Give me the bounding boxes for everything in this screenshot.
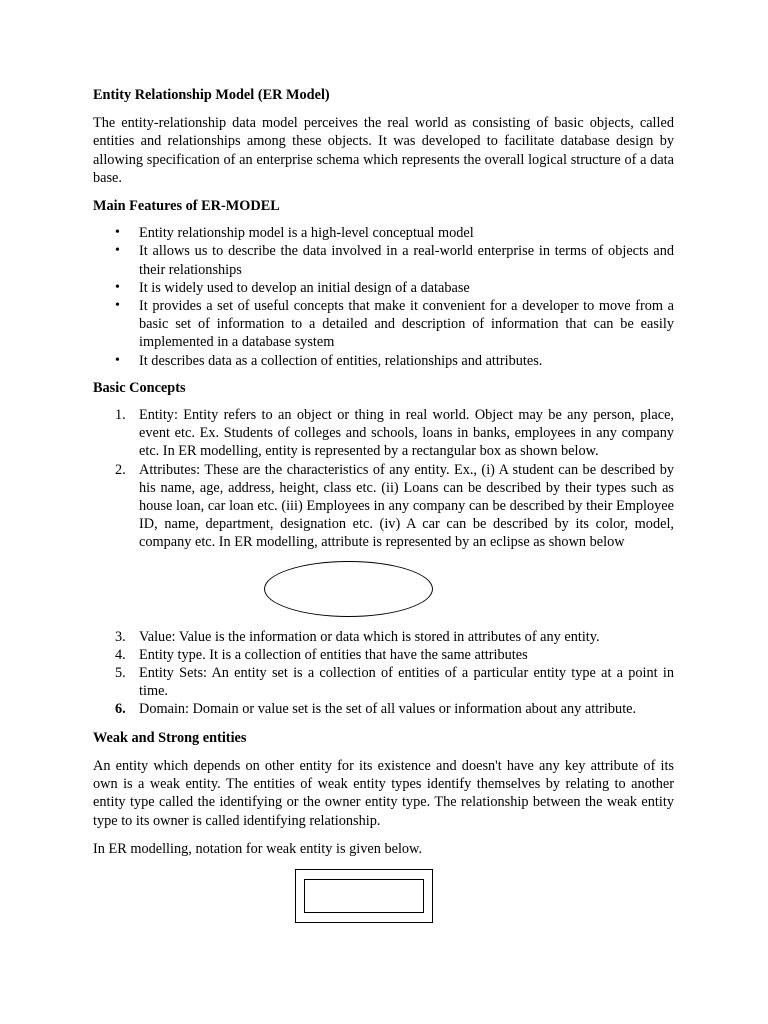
list-item: • It is widely used to develop an initial design of a database bbox=[93, 279, 674, 297]
list-number: 5. bbox=[115, 665, 126, 682]
concepts-list bbox=[93, 406, 674, 552]
attribute-ellipse-shape bbox=[264, 561, 433, 617]
list-number: 6. bbox=[115, 701, 126, 718]
list-item bbox=[93, 700, 674, 718]
list-item bbox=[93, 628, 674, 646]
list-text: Domain: Domain or value set is the set of all values or information about any attribute. bbox=[139, 701, 637, 718]
weak-entity-notation-text: In ER modelling, notation for weak entity is given below. bbox=[93, 840, 423, 857]
weak-entity-outer-box bbox=[295, 869, 433, 923]
list-text: Entity: Entity refers to an object or thing in real world. Object may be any person, place, event etc. Ex. Students of colleges and schools, loans in banks, employees in any company etc. In ER modelling, entity is represented by a rectangular box as shown below. bbox=[139, 407, 674, 460]
list-number: 4. bbox=[115, 646, 126, 663]
attribute-ellipse-figure bbox=[93, 552, 674, 628]
list-item: • It allows us to describe the data involved in a real-world enterprise in terms of objects and their relationships bbox=[93, 242, 674, 278]
list-number: 3. bbox=[115, 628, 126, 645]
list-text: Attributes: These are the characteristics of any entity. Ex., (i) A student can be described by his name, age, address, height, class etc. (ii) Loans can be described by their types such as house loan, car loan etc. (iii) Employees in any company can be described by their Employee ID, name, department, designation etc. (iv) A car can be described by its color, model, company etc. In ER modelling, attribute is represented by an eclipse as shown below bbox=[139, 461, 674, 551]
weak-entity-inner-box bbox=[304, 879, 424, 913]
document-title: Entity Relationship Model (ER Model) bbox=[93, 87, 330, 103]
list-item bbox=[93, 664, 674, 700]
list-item: • It describes data as a collection of entities, relationships and attributes. bbox=[93, 352, 674, 370]
list-number: 2. bbox=[115, 461, 126, 478]
concepts-list-continued bbox=[93, 628, 674, 719]
features-list bbox=[93, 224, 674, 370]
weak-entity-paragraph: An entity which depends on other entity for its existence and doesn't have any key attribute of its own is a weak entity. The entities of weak entity types identify themselves by relating to another entity type called the identifying or the owner entity type. The relationship between the weak entity type to its owner is called identifying relationship. bbox=[93, 757, 674, 829]
list-text: Entity Sets: An entity set is a collection of entities of a particular entity type at a point in time. bbox=[139, 665, 674, 700]
list-item: • It provides a set of useful concepts that make it convenient for a developer to move from a basic set of information to a detailed and description of information that can be easily implemented in a database system bbox=[93, 297, 674, 352]
list-item: • Entity relationship model is a high-level conceptual model bbox=[93, 224, 674, 242]
weak-entity-figure bbox=[93, 869, 674, 925]
list-text: Value: Value is the information or data which is stored in attributes of any entity. bbox=[139, 628, 600, 645]
list-item bbox=[93, 646, 674, 664]
list-item bbox=[93, 406, 674, 461]
list-text: Entity type. It is a collection of entities that have the same attributes bbox=[139, 646, 528, 663]
intro-paragraph: The entity-relationship data model perceives the real world as consisting of basic objects, called entities and relationships among these objects. It was developed to facilitate database design by allowing specification of an enterprise schema which represents the overall logical structure of a data base. bbox=[93, 115, 674, 186]
list-number: 1. bbox=[115, 407, 126, 424]
concepts-heading: Basic Concepts bbox=[93, 379, 186, 396]
weak-strong-heading: Weak and Strong entities bbox=[93, 729, 247, 746]
document-page bbox=[93, 86, 674, 925]
list-item bbox=[93, 461, 674, 552]
features-heading: Main Features of ER-MODEL bbox=[93, 198, 280, 215]
